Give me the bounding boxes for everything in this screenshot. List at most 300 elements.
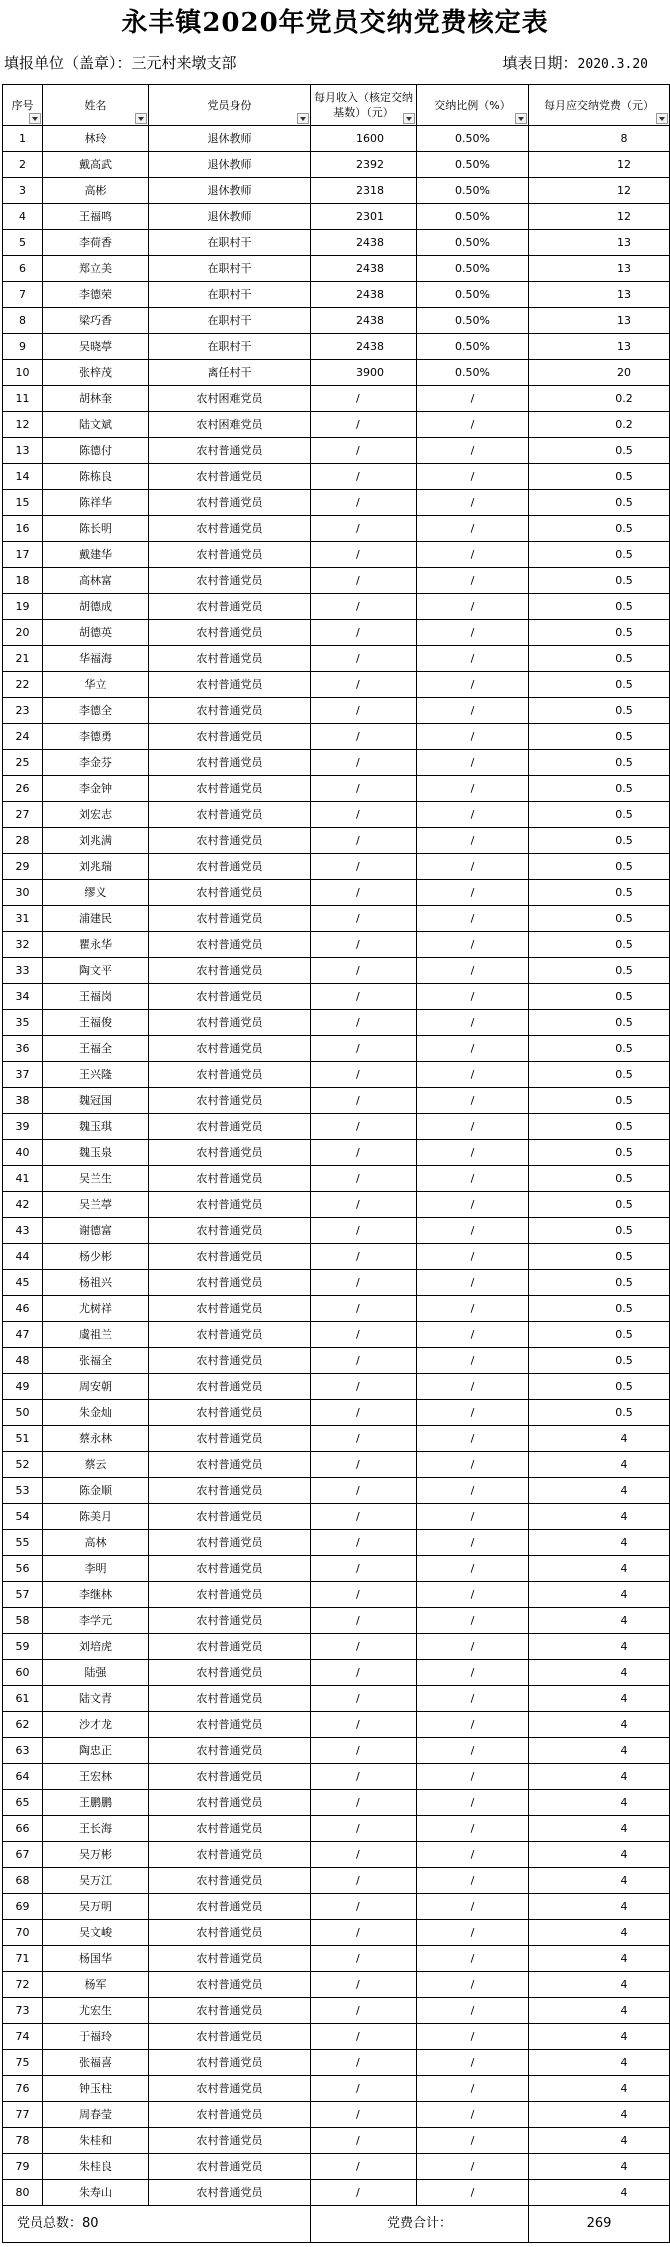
cell-ratio[interactable]: / [417, 620, 529, 646]
cell-income[interactable]: / [311, 594, 417, 620]
cell-income[interactable]: / [311, 1036, 417, 1062]
cell-name[interactable]: 李金芬 [43, 750, 149, 776]
cell-income[interactable]: / [311, 1660, 417, 1686]
cell-fee[interactable]: 12 [529, 152, 670, 178]
cell-identity[interactable]: 农村普通党员 [149, 724, 311, 750]
cell-no[interactable]: 3 [3, 178, 43, 204]
cell-income[interactable]: / [311, 1920, 417, 1946]
cell-identity[interactable]: 农村普通党员 [149, 1426, 311, 1452]
cell-ratio[interactable]: 0.50% [417, 204, 529, 230]
cell-no[interactable]: 38 [3, 1088, 43, 1114]
cell-ratio[interactable]: / [417, 1686, 529, 1712]
cell-income[interactable]: / [311, 1686, 417, 1712]
cell-no[interactable]: 18 [3, 568, 43, 594]
cell-fee[interactable]: 4 [529, 1764, 670, 1790]
cell-identity[interactable]: 农村普通党员 [149, 1582, 311, 1608]
cell-no[interactable]: 14 [3, 464, 43, 490]
cell-no[interactable]: 73 [3, 1998, 43, 2024]
cell-fee[interactable]: 0.2 [529, 386, 670, 412]
cell-name[interactable]: 王鹏鹏 [43, 1790, 149, 1816]
cell-ratio[interactable]: / [417, 1374, 529, 1400]
cell-no[interactable]: 42 [3, 1192, 43, 1218]
cell-fee[interactable]: 4 [529, 2050, 670, 2076]
cell-no[interactable]: 41 [3, 1166, 43, 1192]
cell-fee[interactable]: 0.5 [529, 1062, 670, 1088]
cell-income[interactable]: / [311, 1218, 417, 1244]
cell-no[interactable]: 64 [3, 1764, 43, 1790]
cell-no[interactable]: 75 [3, 2050, 43, 2076]
cell-identity[interactable]: 农村普通党员 [149, 1504, 311, 1530]
cell-income[interactable]: / [311, 1764, 417, 1790]
cell-fee[interactable]: 0.5 [529, 1400, 670, 1426]
cell-no[interactable]: 29 [3, 854, 43, 880]
cell-ratio[interactable]: / [417, 1296, 529, 1322]
cell-no[interactable]: 40 [3, 1140, 43, 1166]
cell-ratio[interactable]: / [417, 854, 529, 880]
cell-name[interactable]: 杨少彬 [43, 1244, 149, 1270]
cell-fee[interactable]: 4 [529, 1894, 670, 1920]
cell-identity[interactable]: 农村普通党员 [149, 1686, 311, 1712]
cell-income[interactable]: / [311, 1868, 417, 1894]
cell-name[interactable]: 沙才龙 [43, 1712, 149, 1738]
cell-income[interactable]: / [311, 1322, 417, 1348]
cell-fee[interactable]: 0.5 [529, 464, 670, 490]
cell-no[interactable]: 79 [3, 2154, 43, 2180]
cell-identity[interactable]: 农村普通党员 [149, 958, 311, 984]
cell-income[interactable]: / [311, 2024, 417, 2050]
cell-income[interactable]: / [311, 1374, 417, 1400]
cell-income[interactable]: / [311, 1816, 417, 1842]
cell-fee[interactable]: 4 [529, 2128, 670, 2154]
cell-fee[interactable]: 4 [529, 1972, 670, 1998]
cell-fee[interactable]: 0.5 [529, 698, 670, 724]
cell-identity[interactable]: 农村普通党员 [149, 438, 311, 464]
cell-identity[interactable]: 农村普通党员 [149, 542, 311, 568]
cell-no[interactable]: 57 [3, 1582, 43, 1608]
cell-ratio[interactable]: / [417, 672, 529, 698]
cell-income[interactable]: / [311, 2128, 417, 2154]
cell-income[interactable]: / [311, 1166, 417, 1192]
cell-name[interactable]: 高彬 [43, 178, 149, 204]
cell-fee[interactable]: 0.5 [529, 880, 670, 906]
cell-name[interactable]: 王福岗 [43, 984, 149, 1010]
cell-no[interactable]: 72 [3, 1972, 43, 1998]
cell-name[interactable]: 王长海 [43, 1816, 149, 1842]
cell-no[interactable]: 22 [3, 672, 43, 698]
column-header-income[interactable]: 每月收入（核定交纳基数）（元） [311, 85, 417, 126]
cell-no[interactable]: 36 [3, 1036, 43, 1062]
cell-fee[interactable]: 4 [529, 1842, 670, 1868]
cell-fee[interactable]: 4 [529, 1452, 670, 1478]
cell-income[interactable]: / [311, 1582, 417, 1608]
cell-identity[interactable]: 农村普通党员 [149, 594, 311, 620]
cell-fee[interactable]: 0.5 [529, 1192, 670, 1218]
cell-name[interactable]: 陶文平 [43, 958, 149, 984]
cell-no[interactable]: 67 [3, 1842, 43, 1868]
filter-dropdown-icon[interactable] [297, 113, 309, 124]
cell-name[interactable]: 尤树祥 [43, 1296, 149, 1322]
cell-no[interactable]: 66 [3, 1816, 43, 1842]
cell-income[interactable]: / [311, 854, 417, 880]
cell-ratio[interactable]: 0.50% [417, 282, 529, 308]
column-header-fee[interactable]: 每月应交纳党费（元） [529, 85, 670, 126]
cell-income[interactable]: / [311, 750, 417, 776]
cell-identity[interactable]: 农村普通党员 [149, 1634, 311, 1660]
cell-fee[interactable]: 4 [529, 1946, 670, 1972]
cell-income[interactable]: / [311, 672, 417, 698]
cell-name[interactable]: 高林富 [43, 568, 149, 594]
cell-ratio[interactable]: / [417, 906, 529, 932]
cell-identity[interactable]: 退休教师 [149, 152, 311, 178]
cell-name[interactable]: 张梓茂 [43, 360, 149, 386]
cell-fee[interactable]: 0.5 [529, 1036, 670, 1062]
cell-no[interactable]: 19 [3, 594, 43, 620]
cell-fee[interactable]: 13 [529, 230, 670, 256]
cell-ratio[interactable]: / [417, 438, 529, 464]
cell-income[interactable]: / [311, 1296, 417, 1322]
cell-ratio[interactable]: / [417, 542, 529, 568]
cell-name[interactable]: 陶忠正 [43, 1738, 149, 1764]
cell-identity[interactable]: 农村普通党员 [149, 1114, 311, 1140]
cell-identity[interactable]: 农村普通党员 [149, 776, 311, 802]
cell-no[interactable]: 32 [3, 932, 43, 958]
cell-no[interactable]: 7 [3, 282, 43, 308]
cell-income[interactable]: / [311, 1946, 417, 1972]
cell-income[interactable]: / [311, 542, 417, 568]
cell-ratio[interactable]: / [417, 802, 529, 828]
cell-fee[interactable]: 0.5 [529, 620, 670, 646]
cell-identity[interactable]: 农村困难党员 [149, 412, 311, 438]
cell-income[interactable]: 3900 [311, 360, 417, 386]
cell-identity[interactable]: 农村普通党员 [149, 2154, 311, 2180]
cell-ratio[interactable]: / [417, 1634, 529, 1660]
cell-fee[interactable]: 4 [529, 1816, 670, 1842]
cell-ratio[interactable]: / [417, 1114, 529, 1140]
cell-fee[interactable]: 4 [529, 1608, 670, 1634]
cell-ratio[interactable]: / [417, 1868, 529, 1894]
cell-ratio[interactable]: / [417, 568, 529, 594]
cell-name[interactable]: 瞿永华 [43, 932, 149, 958]
cell-fee[interactable]: 4 [529, 2180, 670, 2206]
cell-name[interactable]: 刘兆满 [43, 828, 149, 854]
cell-name[interactable]: 李德勇 [43, 724, 149, 750]
cell-fee[interactable]: 0.5 [529, 1218, 670, 1244]
cell-no[interactable]: 80 [3, 2180, 43, 2206]
cell-identity[interactable]: 农村普通党员 [149, 1894, 311, 1920]
cell-income[interactable]: / [311, 958, 417, 984]
cell-identity[interactable]: 农村普通党员 [149, 646, 311, 672]
cell-ratio[interactable]: 0.50% [417, 256, 529, 282]
cell-income[interactable]: / [311, 1712, 417, 1738]
cell-ratio[interactable]: 0.50% [417, 178, 529, 204]
cell-ratio[interactable]: / [417, 646, 529, 672]
cell-ratio[interactable]: 0.50% [417, 360, 529, 386]
cell-ratio[interactable]: / [417, 1582, 529, 1608]
cell-identity[interactable]: 农村普通党员 [149, 2128, 311, 2154]
cell-fee[interactable]: 0.5 [529, 724, 670, 750]
cell-fee[interactable]: 0.5 [529, 438, 670, 464]
cell-no[interactable]: 10 [3, 360, 43, 386]
cell-identity[interactable]: 农村普通党员 [149, 2076, 311, 2102]
cell-identity[interactable]: 在职村干 [149, 282, 311, 308]
cell-name[interactable]: 李德全 [43, 698, 149, 724]
cell-income[interactable]: / [311, 1114, 417, 1140]
cell-fee[interactable]: 4 [529, 2076, 670, 2102]
cell-no[interactable]: 78 [3, 2128, 43, 2154]
cell-identity[interactable]: 农村普通党员 [149, 1790, 311, 1816]
cell-ratio[interactable]: / [417, 516, 529, 542]
cell-income[interactable]: / [311, 880, 417, 906]
cell-identity[interactable]: 农村普通党员 [149, 1270, 311, 1296]
cell-income[interactable]: / [311, 568, 417, 594]
cell-identity[interactable]: 农村普通党员 [149, 1764, 311, 1790]
cell-name[interactable]: 陈金顺 [43, 1478, 149, 1504]
cell-income[interactable]: / [311, 906, 417, 932]
cell-identity[interactable]: 农村普通党员 [149, 1478, 311, 1504]
cell-name[interactable]: 张福喜 [43, 2050, 149, 2076]
cell-ratio[interactable]: / [417, 1738, 529, 1764]
filter-dropdown-icon[interactable] [135, 113, 147, 124]
cell-name[interactable]: 刘兆瑞 [43, 854, 149, 880]
cell-income[interactable]: / [311, 1504, 417, 1530]
cell-fee[interactable]: 13 [529, 334, 670, 360]
cell-no[interactable]: 20 [3, 620, 43, 646]
cell-ratio[interactable]: 0.50% [417, 230, 529, 256]
cell-income[interactable]: / [311, 620, 417, 646]
cell-identity[interactable]: 在职村干 [149, 256, 311, 282]
cell-no[interactable]: 27 [3, 802, 43, 828]
cell-fee[interactable]: 4 [529, 1712, 670, 1738]
cell-fee[interactable]: 0.5 [529, 672, 670, 698]
cell-ratio[interactable]: / [417, 1062, 529, 1088]
cell-no[interactable]: 51 [3, 1426, 43, 1452]
cell-ratio[interactable]: / [417, 1400, 529, 1426]
cell-identity[interactable]: 农村普通党员 [149, 880, 311, 906]
cell-income[interactable]: / [311, 1530, 417, 1556]
cell-income[interactable]: 2438 [311, 230, 417, 256]
cell-no[interactable]: 62 [3, 1712, 43, 1738]
cell-identity[interactable]: 农村普通党员 [149, 1998, 311, 2024]
cell-income[interactable]: / [311, 698, 417, 724]
cell-ratio[interactable]: / [417, 2154, 529, 2180]
cell-identity[interactable]: 农村普通党员 [149, 906, 311, 932]
cell-identity[interactable]: 在职村干 [149, 334, 311, 360]
cell-name[interactable]: 吴兰葶 [43, 1192, 149, 1218]
cell-fee[interactable]: 13 [529, 256, 670, 282]
cell-income[interactable]: / [311, 776, 417, 802]
cell-identity[interactable]: 农村普通党员 [149, 984, 311, 1010]
cell-identity[interactable]: 农村普通党员 [149, 1712, 311, 1738]
cell-income[interactable]: / [311, 984, 417, 1010]
cell-income[interactable]: / [311, 464, 417, 490]
cell-name[interactable]: 杨国华 [43, 1946, 149, 1972]
cell-fee[interactable]: 4 [529, 1998, 670, 2024]
cell-identity[interactable]: 农村普通党员 [149, 1010, 311, 1036]
cell-income[interactable]: / [311, 1972, 417, 1998]
cell-ratio[interactable]: / [417, 1712, 529, 1738]
cell-ratio[interactable]: / [417, 594, 529, 620]
cell-name[interactable]: 王福鸣 [43, 204, 149, 230]
cell-identity[interactable]: 退休教师 [149, 126, 311, 152]
cell-identity[interactable]: 退休教师 [149, 204, 311, 230]
cell-fee[interactable]: 0.5 [529, 568, 670, 594]
cell-no[interactable]: 63 [3, 1738, 43, 1764]
cell-fee[interactable]: 0.5 [529, 958, 670, 984]
cell-fee[interactable]: 0.5 [529, 1348, 670, 1374]
cell-identity[interactable]: 农村普通党员 [149, 2024, 311, 2050]
cell-fee[interactable]: 13 [529, 282, 670, 308]
cell-name[interactable]: 华立 [43, 672, 149, 698]
cell-income[interactable]: 2438 [311, 308, 417, 334]
cell-name[interactable]: 杨军 [43, 1972, 149, 1998]
cell-ratio[interactable]: / [417, 490, 529, 516]
cell-income[interactable]: / [311, 1400, 417, 1426]
cell-fee[interactable]: 0.5 [529, 1244, 670, 1270]
cell-name[interactable]: 李荷香 [43, 230, 149, 256]
cell-no[interactable]: 15 [3, 490, 43, 516]
cell-no[interactable]: 11 [3, 386, 43, 412]
cell-identity[interactable]: 农村普通党员 [149, 932, 311, 958]
cell-income[interactable]: / [311, 1426, 417, 1452]
cell-identity[interactable]: 农村普通党员 [149, 1166, 311, 1192]
cell-identity[interactable]: 农村普通党员 [149, 854, 311, 880]
cell-no[interactable]: 5 [3, 230, 43, 256]
cell-name[interactable]: 陈祥华 [43, 490, 149, 516]
cell-no[interactable]: 74 [3, 2024, 43, 2050]
cell-ratio[interactable]: / [417, 2128, 529, 2154]
cell-fee[interactable]: 4 [529, 1790, 670, 1816]
cell-no[interactable]: 65 [3, 1790, 43, 1816]
cell-name[interactable]: 吴文峻 [43, 1920, 149, 1946]
cell-name[interactable]: 戴高武 [43, 152, 149, 178]
cell-name[interactable]: 王福俊 [43, 1010, 149, 1036]
cell-name[interactable]: 李明 [43, 1556, 149, 1582]
cell-identity[interactable]: 农村普通党员 [149, 698, 311, 724]
cell-name[interactable]: 李继林 [43, 1582, 149, 1608]
cell-identity[interactable]: 离任村干 [149, 360, 311, 386]
cell-no[interactable]: 16 [3, 516, 43, 542]
cell-name[interactable]: 陈德付 [43, 438, 149, 464]
cell-name[interactable]: 朱桂良 [43, 2154, 149, 2180]
cell-no[interactable]: 55 [3, 1530, 43, 1556]
cell-fee[interactable]: 0.5 [529, 776, 670, 802]
column-header-name[interactable]: 姓名 [43, 85, 149, 126]
cell-income[interactable]: / [311, 802, 417, 828]
cell-income[interactable]: / [311, 932, 417, 958]
cell-fee[interactable]: 4 [529, 2024, 670, 2050]
cell-no[interactable]: 17 [3, 542, 43, 568]
cell-income[interactable]: / [311, 1634, 417, 1660]
cell-no[interactable]: 39 [3, 1114, 43, 1140]
cell-identity[interactable]: 农村普通党员 [149, 2050, 311, 2076]
cell-ratio[interactable]: / [417, 2024, 529, 2050]
cell-no[interactable]: 46 [3, 1296, 43, 1322]
cell-ratio[interactable]: / [417, 1608, 529, 1634]
cell-name[interactable]: 李德荣 [43, 282, 149, 308]
cell-ratio[interactable]: / [417, 1218, 529, 1244]
cell-income[interactable]: / [311, 516, 417, 542]
cell-income[interactable]: / [311, 1790, 417, 1816]
cell-ratio[interactable]: / [417, 1504, 529, 1530]
cell-no[interactable]: 47 [3, 1322, 43, 1348]
cell-no[interactable]: 6 [3, 256, 43, 282]
cell-fee[interactable]: 4 [529, 1660, 670, 1686]
cell-identity[interactable]: 农村普通党员 [149, 1660, 311, 1686]
cell-fee[interactable]: 0.5 [529, 906, 670, 932]
cell-name[interactable]: 杨祖兴 [43, 1270, 149, 1296]
cell-no[interactable]: 45 [3, 1270, 43, 1296]
cell-identity[interactable]: 农村普通党员 [149, 620, 311, 646]
cell-identity[interactable]: 农村普通党员 [149, 1972, 311, 1998]
cell-name[interactable]: 陈长明 [43, 516, 149, 542]
cell-income[interactable]: / [311, 1998, 417, 2024]
cell-identity[interactable]: 农村普通党员 [149, 672, 311, 698]
cell-ratio[interactable]: / [417, 1478, 529, 1504]
cell-fee[interactable]: 0.5 [529, 1114, 670, 1140]
cell-ratio[interactable]: / [417, 750, 529, 776]
cell-income[interactable]: / [311, 2154, 417, 2180]
cell-identity[interactable]: 农村普通党员 [149, 1920, 311, 1946]
cell-ratio[interactable]: / [417, 1920, 529, 1946]
cell-no[interactable]: 28 [3, 828, 43, 854]
cell-fee[interactable]: 0.5 [529, 854, 670, 880]
cell-ratio[interactable]: / [417, 386, 529, 412]
cell-income[interactable]: / [311, 1894, 417, 1920]
cell-fee[interactable]: 0.5 [529, 1296, 670, 1322]
fee-total-value[interactable]: 269 [529, 2206, 670, 2243]
cell-income[interactable]: 2301 [311, 204, 417, 230]
cell-income[interactable]: / [311, 2102, 417, 2128]
column-header-no[interactable]: 序号 [3, 85, 43, 126]
cell-fee[interactable]: 0.5 [529, 1166, 670, 1192]
cell-name[interactable]: 谢德富 [43, 1218, 149, 1244]
cell-identity[interactable]: 农村普通党员 [149, 2180, 311, 2206]
cell-ratio[interactable]: / [417, 698, 529, 724]
cell-no[interactable]: 54 [3, 1504, 43, 1530]
cell-income[interactable]: 2392 [311, 152, 417, 178]
cell-ratio[interactable]: / [417, 1010, 529, 1036]
cell-identity[interactable]: 农村普通党员 [149, 1608, 311, 1634]
cell-fee[interactable]: 0.2 [529, 412, 670, 438]
cell-identity[interactable]: 退休教师 [149, 178, 311, 204]
filter-dropdown-icon[interactable] [29, 113, 41, 124]
cell-ratio[interactable]: / [417, 1192, 529, 1218]
cell-income[interactable]: / [311, 1192, 417, 1218]
cell-no[interactable]: 24 [3, 724, 43, 750]
cell-income[interactable]: / [311, 1608, 417, 1634]
cell-fee[interactable]: 0.5 [529, 1374, 670, 1400]
cell-ratio[interactable]: / [417, 932, 529, 958]
cell-name[interactable]: 华福海 [43, 646, 149, 672]
cell-fee[interactable]: 13 [529, 308, 670, 334]
cell-ratio[interactable]: / [417, 724, 529, 750]
cell-name[interactable]: 于福玲 [43, 2024, 149, 2050]
cell-income[interactable]: / [311, 1010, 417, 1036]
cell-name[interactable]: 胡德英 [43, 620, 149, 646]
cell-ratio[interactable]: / [417, 1270, 529, 1296]
cell-income[interactable]: 2318 [311, 178, 417, 204]
cell-no[interactable]: 43 [3, 1218, 43, 1244]
cell-fee[interactable]: 4 [529, 1738, 670, 1764]
cell-income[interactable]: 1600 [311, 126, 417, 152]
cell-no[interactable]: 33 [3, 958, 43, 984]
cell-no[interactable]: 61 [3, 1686, 43, 1712]
cell-fee[interactable]: 0.5 [529, 594, 670, 620]
cell-name[interactable]: 蔡云 [43, 1452, 149, 1478]
cell-identity[interactable]: 农村普通党员 [149, 516, 311, 542]
cell-identity[interactable]: 农村普通党员 [149, 1348, 311, 1374]
cell-name[interactable]: 王兴隆 [43, 1062, 149, 1088]
